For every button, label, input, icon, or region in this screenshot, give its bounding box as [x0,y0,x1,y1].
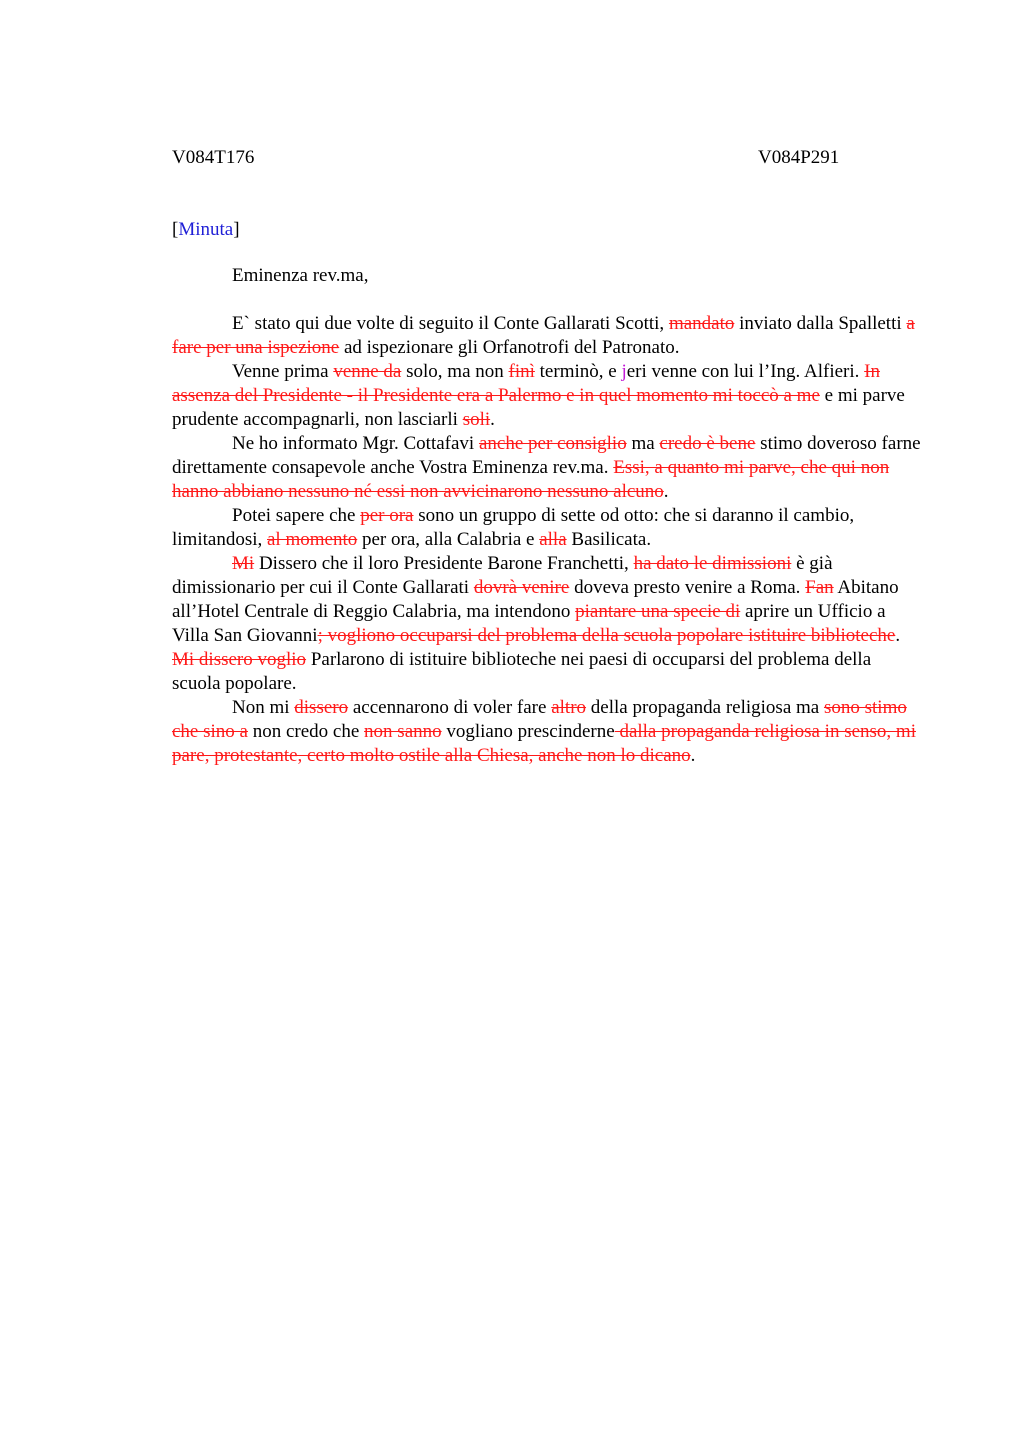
deleted-text: al momento [267,529,358,550]
deleted-text: soli [462,409,491,430]
deleted-text: per ora [360,505,414,526]
text-segment: ad ispezionare gli Orfanotrofi del Patronato. [339,337,680,358]
paragraph [172,504,922,552]
deleted-text: ha dato le dimissioni [633,553,792,574]
deleted-text: dovrà venire [473,577,570,598]
inserted-text: j [621,361,627,382]
text-segment: . [895,625,901,646]
text-segment: stimo doveroso farne direttamente consapevole anche Vostra Eminenza rev.ma. [172,433,921,478]
letter-paragraphs [172,312,922,768]
text-segment: Ne ho informato Mgr. Cottafavi [232,433,479,454]
deleted-text: finì [508,361,535,382]
text-segment: sono un gruppo di sette od otto: che si daranno il cambio, limitandosi, [172,505,855,550]
deleted-text: mandato [668,313,735,334]
text-segment: E` stato qui due volte di seguito il Conte Gallarati Scotti, [232,313,669,334]
deleted-text: alla [539,529,567,550]
text-segment: terminò, e [534,361,622,382]
text-segment: Venne prima [232,361,334,382]
salutation: Eminenza rev.ma, [232,265,369,286]
text-segment: Basilicata. [566,529,652,550]
deleted-text: Mi [232,553,255,574]
text-segment: è già dimissionario per cui il Conte Gallarati [172,553,833,598]
draft-label-text: Minuta [178,219,234,240]
paragraph [172,696,922,768]
deleted-text: Essi, a quanto mi parve, che qui non hanno abbiano nessuno né essi non avvicinarono nessuno alcuno [172,457,890,502]
text-segment: e mi parve prudente accompagnarli, non lasciarli [172,385,905,430]
bracket-open: [ [172,219,179,240]
document-code-left: V084T176 [172,147,255,168]
document-code-right: V084P291 [758,147,840,168]
deleted-text: In assenza del Presidente - il Presidente era a Palermo e in quel momento mi toccò a me [172,361,880,406]
letter-body [172,264,922,768]
text-segment: Non mi [232,697,295,718]
deleted-text: venne da [333,361,402,382]
text-segment: per ora, alla Calabria e [357,529,540,550]
deleted-text: anche per consiglio [478,433,627,454]
paragraph [172,360,922,432]
deleted-text: credo è bene [659,433,756,454]
deleted-text: dissero [294,697,349,718]
deleted-text: piantare una specie di [575,601,741,622]
text-segment: vogliano prescinderne [441,721,615,742]
deleted-text: non sanno [364,721,442,742]
bracket-close: ] [233,219,240,240]
deleted-text: sono stimo che sino a [172,697,907,742]
deleted-text: a fare per una ispezione [172,313,915,358]
text-segment: . [690,745,696,766]
deleted-text: Fan [805,577,834,598]
text-segment: Abitano all’Hotel Centrale di Reggio Calabria, ma intendono [172,577,899,622]
draft-label [172,219,240,241]
text-segment: aprire un Ufficio a Villa San Giovanni [172,601,886,646]
text-segment: . [663,481,669,502]
deleted-text: Mi dissero voglio [172,649,307,670]
text-segment: Dissero che il loro Presidente Barone Franchetti, [254,553,634,574]
deleted-text: altro [551,697,587,718]
deleted-text: dalla propaganda religiosa in senso, mi pare, protestante, certo molto ostile alla Chiesa, anche non lo dicano [172,721,916,766]
text-segment: ma [626,433,660,454]
text-segment: . [490,409,495,430]
text-segment: eri venne con lui l’Ing. Alfieri. [626,361,865,382]
text-segment: doveva presto venire a Roma. [569,577,806,598]
text-segment: inviato dalla Spalletti [734,313,907,334]
text-segment: della propaganda religiosa ma [586,697,824,718]
paragraph [172,312,922,360]
text-segment: Potei sapere che [232,505,361,526]
text-segment: Parlarono di istituire biblioteche nei paesi di occuparsi del problema della scuola popolare. [172,649,872,694]
text-segment: non credo che [247,721,365,742]
paragraph [172,552,922,696]
deleted-text: ; vogliono occuparsi del problema della scuola popolare istituire biblioteche [317,625,896,646]
text-segment: solo, ma non [401,361,509,382]
paragraph [172,432,922,504]
text-segment: accennarono di voler fare [348,697,552,718]
